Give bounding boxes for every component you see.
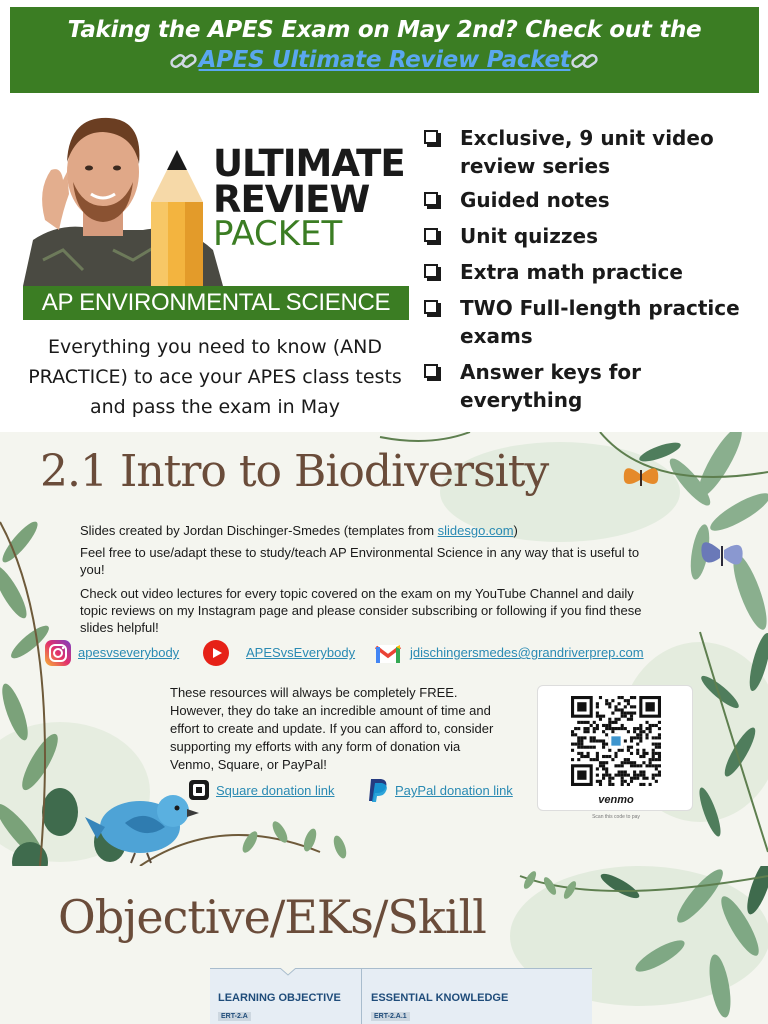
instagram-handle[interactable]: apesvseverybody xyxy=(78,645,180,660)
link-icon xyxy=(570,51,600,71)
gmail-icon xyxy=(374,639,402,667)
venmo-qr-code xyxy=(571,696,661,786)
video-lectures-text: Check out video lectures for every topic covered on the exam on my YouTube Channel and daily topic reviews on my Instagram page and please consider subscribing or following if you find these slides helpful! xyxy=(80,586,642,635)
venmo-qr-card[interactable] xyxy=(537,685,693,820)
usage-text: Feel free to use/adapt these to study/teach AP Environmental Science in any way that is useful to you! xyxy=(80,545,640,577)
link-icon xyxy=(169,51,199,71)
youtube-channel[interactable]: APESvsEverybody xyxy=(246,645,356,660)
email-address[interactable]: jdischingersmedes@grandriverprep.com xyxy=(410,645,644,660)
banner-link-line xyxy=(10,47,759,73)
essential-knowledge-column xyxy=(363,969,592,1024)
logo-review-text: REVIEW xyxy=(213,178,370,221)
feature-label: TWO Full-length practice exams xyxy=(460,296,740,348)
learning-objective-header: LEARNING OBJECTIVE xyxy=(218,992,341,1004)
promo-banner xyxy=(10,7,759,93)
feature-item xyxy=(420,186,760,214)
donation-text: These resources will always be completely FREE. However, they do take an incredible amount of time and effort to create and update. If you can afford to, consider supporting my efforts with any form of donation via Venmo, Square, or PayPal! xyxy=(170,685,494,772)
feature-item xyxy=(420,294,760,350)
slide-objective-eks-skill xyxy=(0,866,768,1024)
paypal-icon xyxy=(367,777,389,803)
pencil-icon xyxy=(145,150,209,286)
objective-table xyxy=(210,968,592,1024)
square-donation-link[interactable]: Square donation link xyxy=(216,783,335,798)
ultimate-review-packet-image[interactable] xyxy=(23,110,409,320)
youtube-icon xyxy=(202,639,230,667)
feature-label: Exclusive, 9 unit video review series xyxy=(460,126,714,178)
credit-prefix: Slides created by Jordan Dischinger-Smedes (templates from xyxy=(80,523,438,538)
feature-item xyxy=(420,258,760,286)
slide-title: 2.1 Intro to Biodiversity xyxy=(40,446,549,497)
feature-label: Guided notes xyxy=(460,188,610,212)
checkbox-icon xyxy=(424,192,438,206)
ek-code: ERT-2.A.1 xyxy=(371,1012,410,1021)
slidesgo-link[interactable]: slidesgo.com xyxy=(437,523,514,538)
checkbox-icon xyxy=(424,300,438,314)
ap-environmental-science-bar: AP ENVIRONMENTAL SCIENCE xyxy=(23,286,409,320)
feature-label: Extra math practice xyxy=(460,260,683,284)
logo-ultimate-text: ULTIMATE xyxy=(213,142,405,185)
feature-item xyxy=(420,124,760,180)
caret-icon xyxy=(280,968,296,976)
credit-suffix: ) xyxy=(513,523,518,538)
checkbox-icon xyxy=(424,130,438,144)
checkbox-icon xyxy=(424,364,438,378)
logo-packet-text: PACKET xyxy=(213,214,343,254)
promo-caption: Everything you need to know (AND PRACTICE) to ace your APES class tests and pass the exam in May xyxy=(28,336,402,418)
feature-list xyxy=(420,124,760,414)
slide-title: Objective/EKs/Skill xyxy=(58,890,486,944)
feature-item xyxy=(420,222,760,250)
lo-code: ERT-2.A xyxy=(218,1012,251,1021)
checkbox-icon xyxy=(424,228,438,242)
instagram-icon xyxy=(44,639,72,667)
venmo-label: venmo xyxy=(598,794,634,806)
venmo-caption: Scan this code to pay xyxy=(592,814,640,820)
credit-text xyxy=(80,522,650,539)
learning-objective-column xyxy=(210,969,362,1024)
paypal-donation-link[interactable]: PayPal donation link xyxy=(395,783,513,798)
essential-knowledge-header: ESSENTIAL KNOWLEDGE xyxy=(371,992,509,1004)
apes-ultimate-review-packet-link[interactable]: APES Ultimate Review Packet xyxy=(198,47,571,73)
feature-label: Unit quizzes xyxy=(460,224,599,248)
feature-label: Answer keys for everything xyxy=(460,360,642,412)
square-icon xyxy=(188,779,210,801)
feature-item xyxy=(420,358,760,414)
checkbox-icon xyxy=(424,264,438,278)
banner-headline: Taking the APES Exam on May 2nd? Check out the xyxy=(67,17,702,43)
slide-intro-to-biodiversity xyxy=(0,432,768,866)
